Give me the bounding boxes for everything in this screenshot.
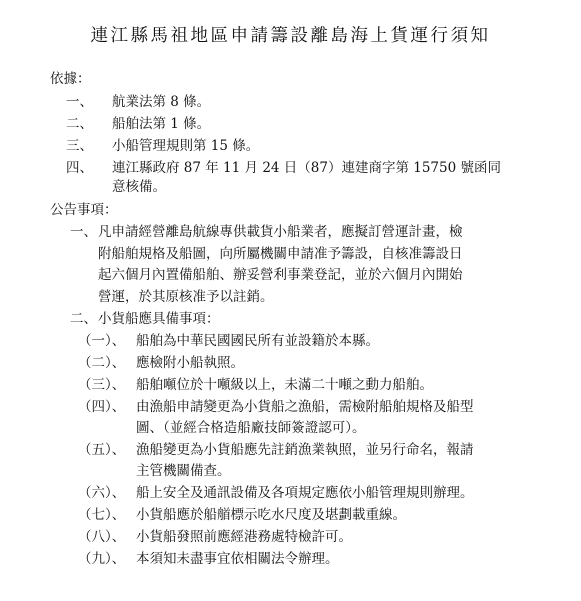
sub-item-text: 船舶為中華民國國民所有並設籍於本縣。 — [136, 333, 379, 349]
sub-item-number: （七）、 — [78, 507, 126, 523]
basis-item-number: 一、 — [66, 94, 93, 110]
document-title: 連江縣馬祖地區申請籌設離島海上貨運行須知 — [90, 26, 491, 46]
sub-item-text: 船上安全及通訊設備及各項規定應依小船管理規則辦理。 — [136, 485, 474, 501]
sub-item-text: 由漁船申請變更為小貨船之漁船，需檢附船舶規格及船型 — [136, 399, 474, 415]
sub-item-text: 漁船變更為小貨船應先註銷漁業執照，並另行命名，報請 — [136, 442, 474, 458]
sub-item-number: （一）、 — [78, 333, 126, 349]
notice-item-text: 凡申請經營離島航線專供載貨小船業者，應擬訂營運計畫，檢 — [98, 224, 463, 240]
basis-item-number: 四、 — [66, 160, 93, 176]
sub-item-number: （六）、 — [78, 485, 126, 501]
sub-item-number: （五）、 — [78, 442, 126, 458]
basis-item-number: 三、 — [66, 138, 93, 154]
notice-item-text: 小貨船應具備事項： — [98, 311, 220, 327]
sub-item-text: 本須知未盡事宜依相關法令辦理。 — [136, 551, 339, 567]
notice-item-number: 一、 — [70, 224, 97, 240]
basis-heading: 依據： — [50, 71, 91, 87]
sub-item-number: （三）、 — [78, 377, 126, 393]
basis-item-text: 連江縣政府 87 年 11 月 24 日（87）連建商字第 15750 號函同 — [112, 160, 501, 176]
sub-item-text: 船舶噸位於十噸級以上，未滿二十噸之動力船舶。 — [136, 377, 433, 393]
sub-item-number: （四）、 — [78, 399, 126, 415]
sub-item-text: 主管機關備查。 — [136, 463, 231, 479]
basis-item-number: 二、 — [66, 116, 93, 132]
sub-item-text: 應檢附小船執照。 — [136, 355, 244, 371]
sub-item-number: （八）、 — [78, 529, 126, 545]
sub-item-text: 小貨船發照前應經港務處特檢許可。 — [136, 529, 352, 545]
notice-item-text: 起六個月內置備船舶、辦妥營利事業登記，並於六個月內開始 — [98, 267, 463, 283]
notice-item-text: 附船舶規格及船圖，向所屬機關申請准予籌設，自核准籌設日 — [98, 246, 463, 262]
sub-item-text: 小貨船應於船艏標示吃水尺度及堪劃載重線。 — [136, 507, 406, 523]
notice-heading: 公告事項： — [50, 202, 118, 218]
sub-item-text: 圖、（並經合格造船廠技師簽證認可）。 — [136, 420, 366, 436]
basis-item-text: 小船管理規則第 15 條。 — [112, 138, 260, 154]
basis-item-text: 意核備。 — [112, 179, 166, 195]
basis-item-text: 船舶法第 1 條。 — [112, 116, 211, 132]
basis-item-text: 航業法第 8 條。 — [112, 94, 211, 110]
sub-item-number: （九）、 — [78, 551, 126, 567]
sub-item-number: （二）、 — [78, 355, 126, 371]
notice-item-text: 營運，於其原核准予以註銷。 — [98, 289, 274, 305]
notice-item-number: 二、 — [70, 311, 97, 327]
